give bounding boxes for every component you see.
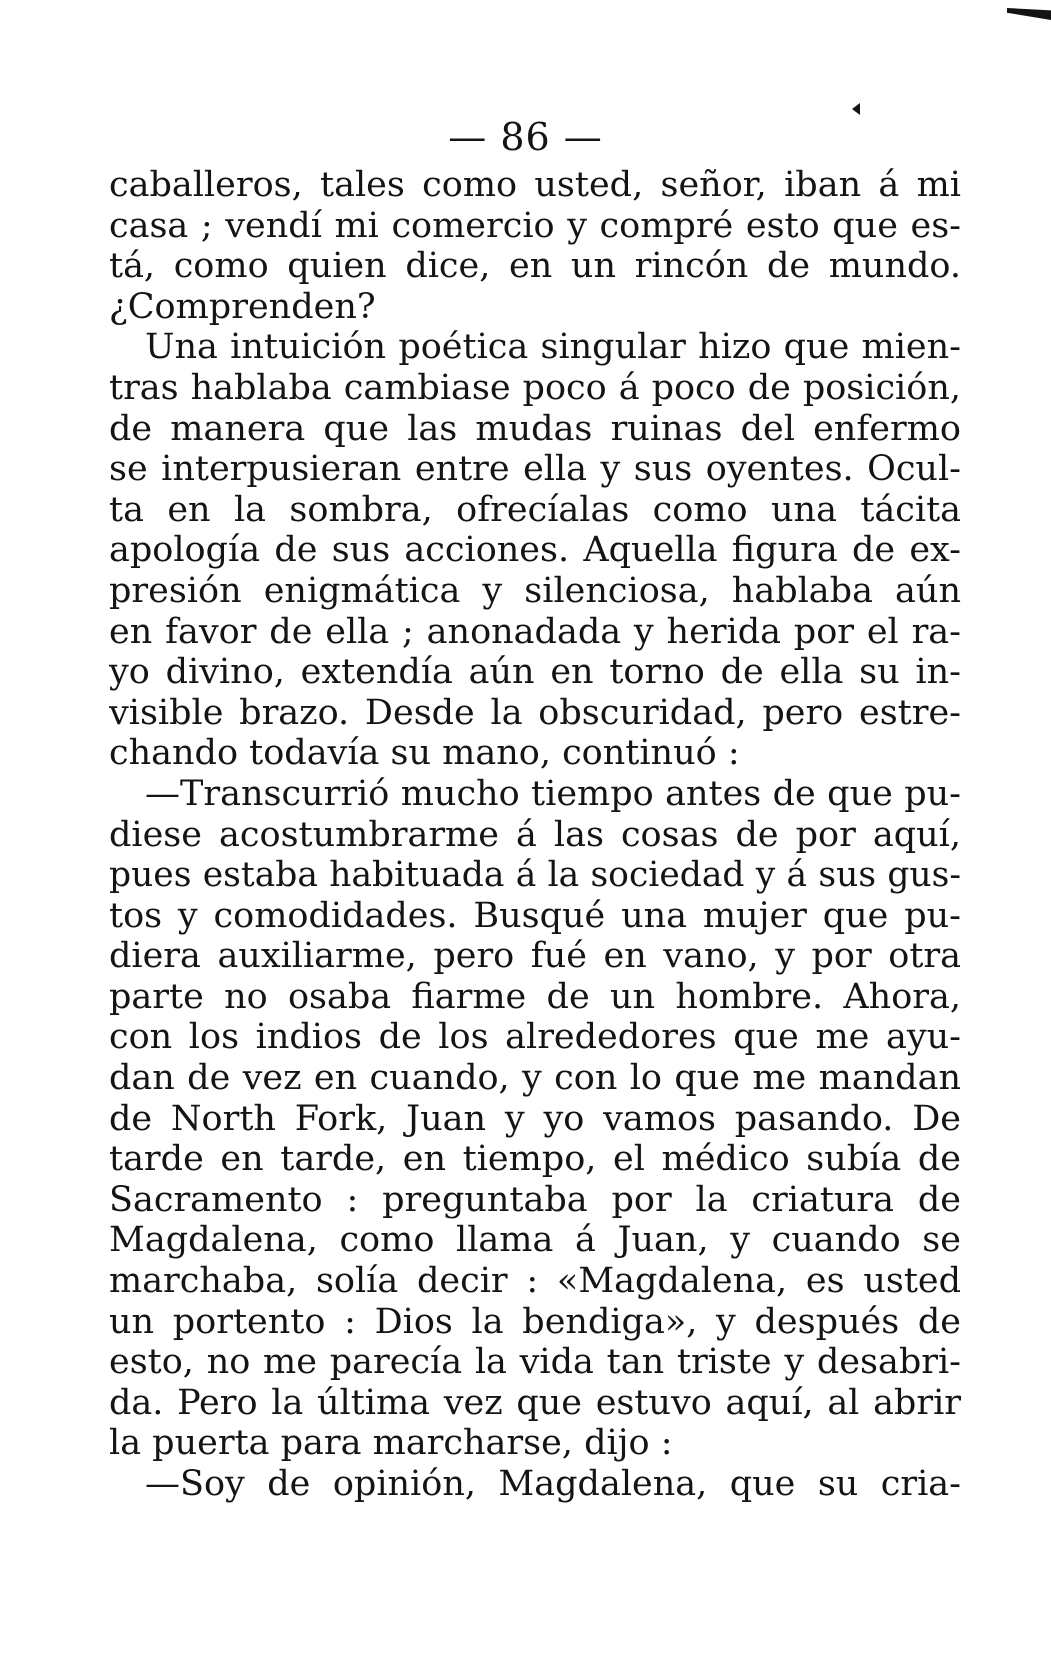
text-line: apología de sus acciones. Aquella figura de ex- — [109, 530, 961, 571]
text-line: Magdalena, como llama á Juan, y cuando se — [109, 1220, 961, 1261]
text-line: caballeros, tales como usted, señor, iban á mi — [109, 165, 961, 205]
text-line: de manera que las mudas ruinas del enfermo — [109, 408, 961, 449]
text-line: parte no osaba fiarme de un hombre. Ahora, — [109, 976, 961, 1017]
text-line: visible brazo. Desde la obscuridad, pero estre- — [109, 692, 961, 733]
text-line: —Transcurrió mucho tiempo antes de que pu- — [145, 773, 961, 814]
text-line: esto, no me parecía la vida tan triste y desabri- — [109, 1342, 961, 1383]
body-text — [109, 165, 961, 1505]
text-line: la puerta para marcharse, dijo : — [109, 1423, 673, 1464]
text-line: un portento : Dios la bendiga», y después de — [109, 1301, 961, 1342]
text-line: tras hablaba cambiase poco á poco de posición, — [109, 367, 961, 408]
text-line: ¿Comprenden? — [109, 286, 376, 327]
text-line: tos y comodidades. Busqué una mujer que pu- — [109, 895, 961, 936]
text-line: con los indios de los alrededores que me ayu- — [109, 1017, 961, 1058]
text-line: marchaba, solía decir : «Magdalena, es usted — [109, 1261, 961, 1302]
text-line: se interpusieran entre ella y sus oyentes. Ocul- — [109, 449, 961, 490]
text-line: tá, como quien dice, en un rincón de mundo. — [109, 246, 961, 287]
text-line: diera auxiliarme, pero fué en vano, y por otra — [109, 936, 961, 977]
corner-print-mark — [1007, 8, 1051, 20]
text-line: da. Pero la última vez que estuvo aquí, al abrir — [109, 1382, 961, 1423]
text-line: ta en la sombra, ofrecíalas como una tácita — [109, 489, 961, 530]
text-line: de North Fork, Juan y yo vamos pasando. De — [109, 1098, 961, 1139]
text-line: diese acostumbrarme á las cosas de por aquí, — [109, 814, 961, 855]
text-line: presión enigmática y silenciosa, hablaba aún — [109, 570, 961, 611]
text-line: casa ; vendí mi comercio y compré esto que es- — [109, 205, 961, 246]
text-line: dan de vez en cuando, y con lo que me mandan — [109, 1058, 961, 1099]
text-line: pues estaba habituada á la sociedad y á sus gus- — [109, 855, 961, 896]
text-line: yo divino, extendía aún en torno de ella su in- — [109, 652, 961, 693]
text-line: Sacramento : preguntaba por la criatura de — [109, 1179, 961, 1220]
text-line: Una intuición poética singular hizo que mien- — [145, 327, 961, 368]
text-line: chando todavía su mano, continuó : — [109, 733, 740, 774]
text-line: en favor de ella ; anonadada y herida por el ra- — [109, 611, 961, 652]
text-line: —Soy de opinión, Magdalena, que su cria- — [145, 1464, 961, 1504]
text-line: tarde en tarde, en tiempo, el médico subía de — [109, 1139, 961, 1180]
page-number: — 86 — — [448, 115, 603, 159]
